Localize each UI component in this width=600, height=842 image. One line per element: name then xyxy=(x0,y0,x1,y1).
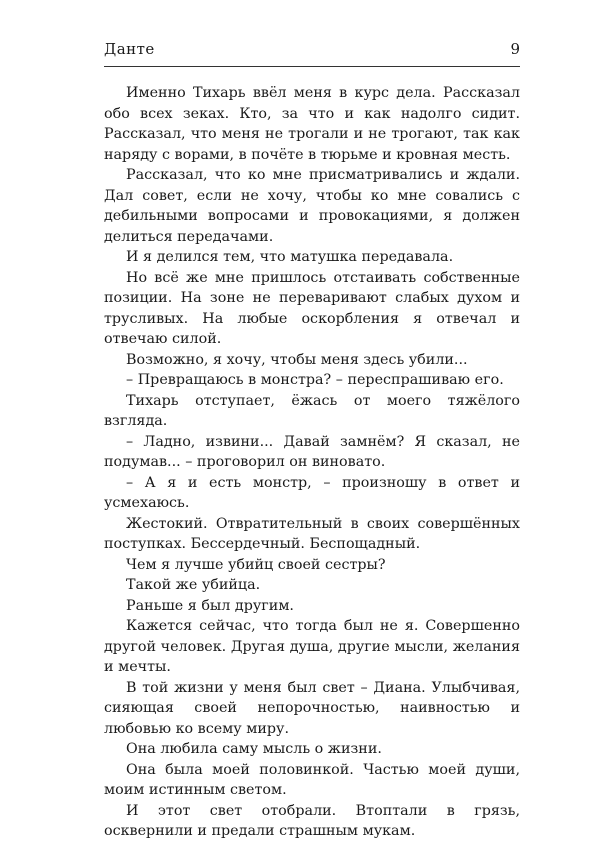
paragraph: Возможно, я хочу, чтобы меня здесь убили... xyxy=(126,351,468,368)
paragraph: Раньше я был другим. xyxy=(126,597,294,614)
paragraph: Именно Тихарь ввёл меня в курс дела. Рассказал обо всех зеках. Кто, за что и как надолго сидит. Рассказал, что меня не трогали и не трогают, так как наряду с ворами, в почёте в тюрьме и кровная месть. xyxy=(104,85,520,163)
paragraph: – Ладно, извини... Давай замнём? Я сказал, не подумав... – проговорил он виновато. xyxy=(104,433,520,470)
paragraph: Она любила саму мысль о жизни. xyxy=(126,741,382,757)
paragraph: Рассказал, что ко мне присматривались и ждали. Дал совет, если не хочу, чтобы ко мне совались с дебильными вопросами и провокациями, я должен делиться передачами. xyxy=(104,167,520,245)
paragraph: Тихарь отступает, ёжась от моего тяжёлого взгляда. xyxy=(104,392,520,429)
paragraph: И я делился тем, что матушка передавала. xyxy=(126,249,454,265)
paragraph: – Превращаюсь в монстра? – переспрашиваю его. xyxy=(126,372,504,388)
running-title: Данте xyxy=(104,40,155,58)
paragraph: Такой же убийца. xyxy=(126,577,261,593)
paragraph: Чем я лучше убийц своей сестры? xyxy=(126,556,386,573)
paragraph: И этот свет отобрали. Втоптали в грязь, осквернили и предали страшным мукам. xyxy=(104,802,520,839)
paragraph: В той жизни у меня был свет – Диана. Улыбчивая, сияющая своей непорочностью, наивностью и любовью ко всему миру. xyxy=(104,679,520,737)
paragraph: Но всё же мне пришлось отстаивать собственные позиции. На зоне не переваривают слабых духом и трусливых. На любые оскорбления я отвечал и отвечаю силой. xyxy=(104,269,520,347)
paragraph: Кажется сейчас, что тогда был не я. Совершенно другой человек. Другая душа, другие мысли, желания и мечты. xyxy=(104,618,520,675)
paragraph: Жестокий. Отвратительный в своих совершённых поступках. Бессердечный. Беспощадный. xyxy=(104,515,520,552)
paragraph: – А я и есть монстр, – произношу в ответ и усмехаюсь. xyxy=(104,474,520,511)
page-header xyxy=(104,40,520,64)
page-number: 9 xyxy=(510,40,520,58)
paragraph: Она была моей половинкой. Частью моей души, моим истинным светом. xyxy=(104,761,520,798)
header-divider xyxy=(104,66,520,67)
body-text xyxy=(104,83,520,842)
